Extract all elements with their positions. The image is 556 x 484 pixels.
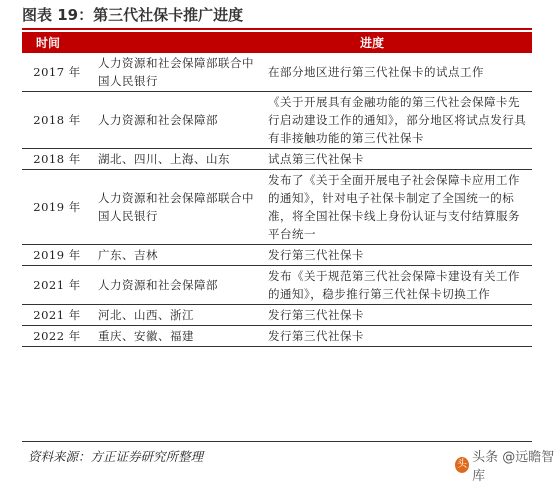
progress-cell: 发行第三代社保卡 [262,245,532,266]
year-cell: 2022 年 [22,326,92,347]
year-cell: 2021 年 [22,266,92,305]
org-cell: 湖北、四川、上海、山东 [92,149,262,170]
year-cell: 2017 年 [22,53,92,92]
title-divider [22,28,532,30]
progress-cell: 《关于开展具有金融功能的第三代社会保障卡先行启动建设工作的通知》，部分地区将试点发行具有非接触功能的第三代社保卡 [262,92,532,149]
org-cell: 人力资源和社会保障部 [92,266,262,305]
progress-cell: 发布了《关于全面开展电子社会保障卡应用工作的通知》，针对电子社保卡制定了全国统一的标准，将全国社保卡线上身份认证与支付结算服务平台统一 [262,170,532,245]
progress-cell: 发行第三代社保卡 [262,326,532,347]
watermark [455,446,556,484]
progress-cell: 发行第三代社保卡 [262,305,532,326]
watermark-text: 头条 @远瞻智库 [472,450,555,484]
header-progress: 进度 [262,32,532,53]
table-row [22,245,532,266]
header-org [92,32,262,53]
source-note: 资料来源：方正证券研究所整理 [28,449,204,464]
table-header-row [22,32,532,53]
org-cell: 广东、吉林 [92,245,262,266]
header-time: 时间 [22,32,92,53]
year-cell: 2019 年 [22,170,92,245]
table-row [22,326,532,347]
table-row [22,266,532,305]
progress-cell: 试点第三代社保卡 [262,149,532,170]
year-cell: 2018 年 [22,149,92,170]
org-cell: 人力资源和社会保障部 [92,92,262,149]
year-cell: 2018 年 [22,92,92,149]
org-cell: 人力资源和社会保障部联合中国人民银行 [92,170,262,245]
progress-table [22,32,532,347]
table-row [22,170,532,245]
progress-cell: 发布《关于规范第三代社会保障卡建设有关工作的通知》，稳步推行第三代社保卡切换工作 [262,266,532,305]
figure-title: 图表 19：第三代社保卡推广进度 [22,6,244,24]
table-row [22,305,532,326]
table-row [22,53,532,92]
org-cell: 重庆、安徽、福建 [92,326,262,347]
year-cell: 2019 年 [22,245,92,266]
org-cell: 人力资源和社会保障部联合中国人民银行 [92,53,262,92]
org-cell: 河北、山西、浙江 [92,305,262,326]
table-row [22,149,532,170]
toutiao-logo-icon: 头 [455,457,469,473]
table-row [22,92,532,149]
progress-cell: 在部分地区进行第三代社保卡的试点工作 [262,53,532,92]
source-divider [22,441,532,442]
year-cell: 2021 年 [22,305,92,326]
